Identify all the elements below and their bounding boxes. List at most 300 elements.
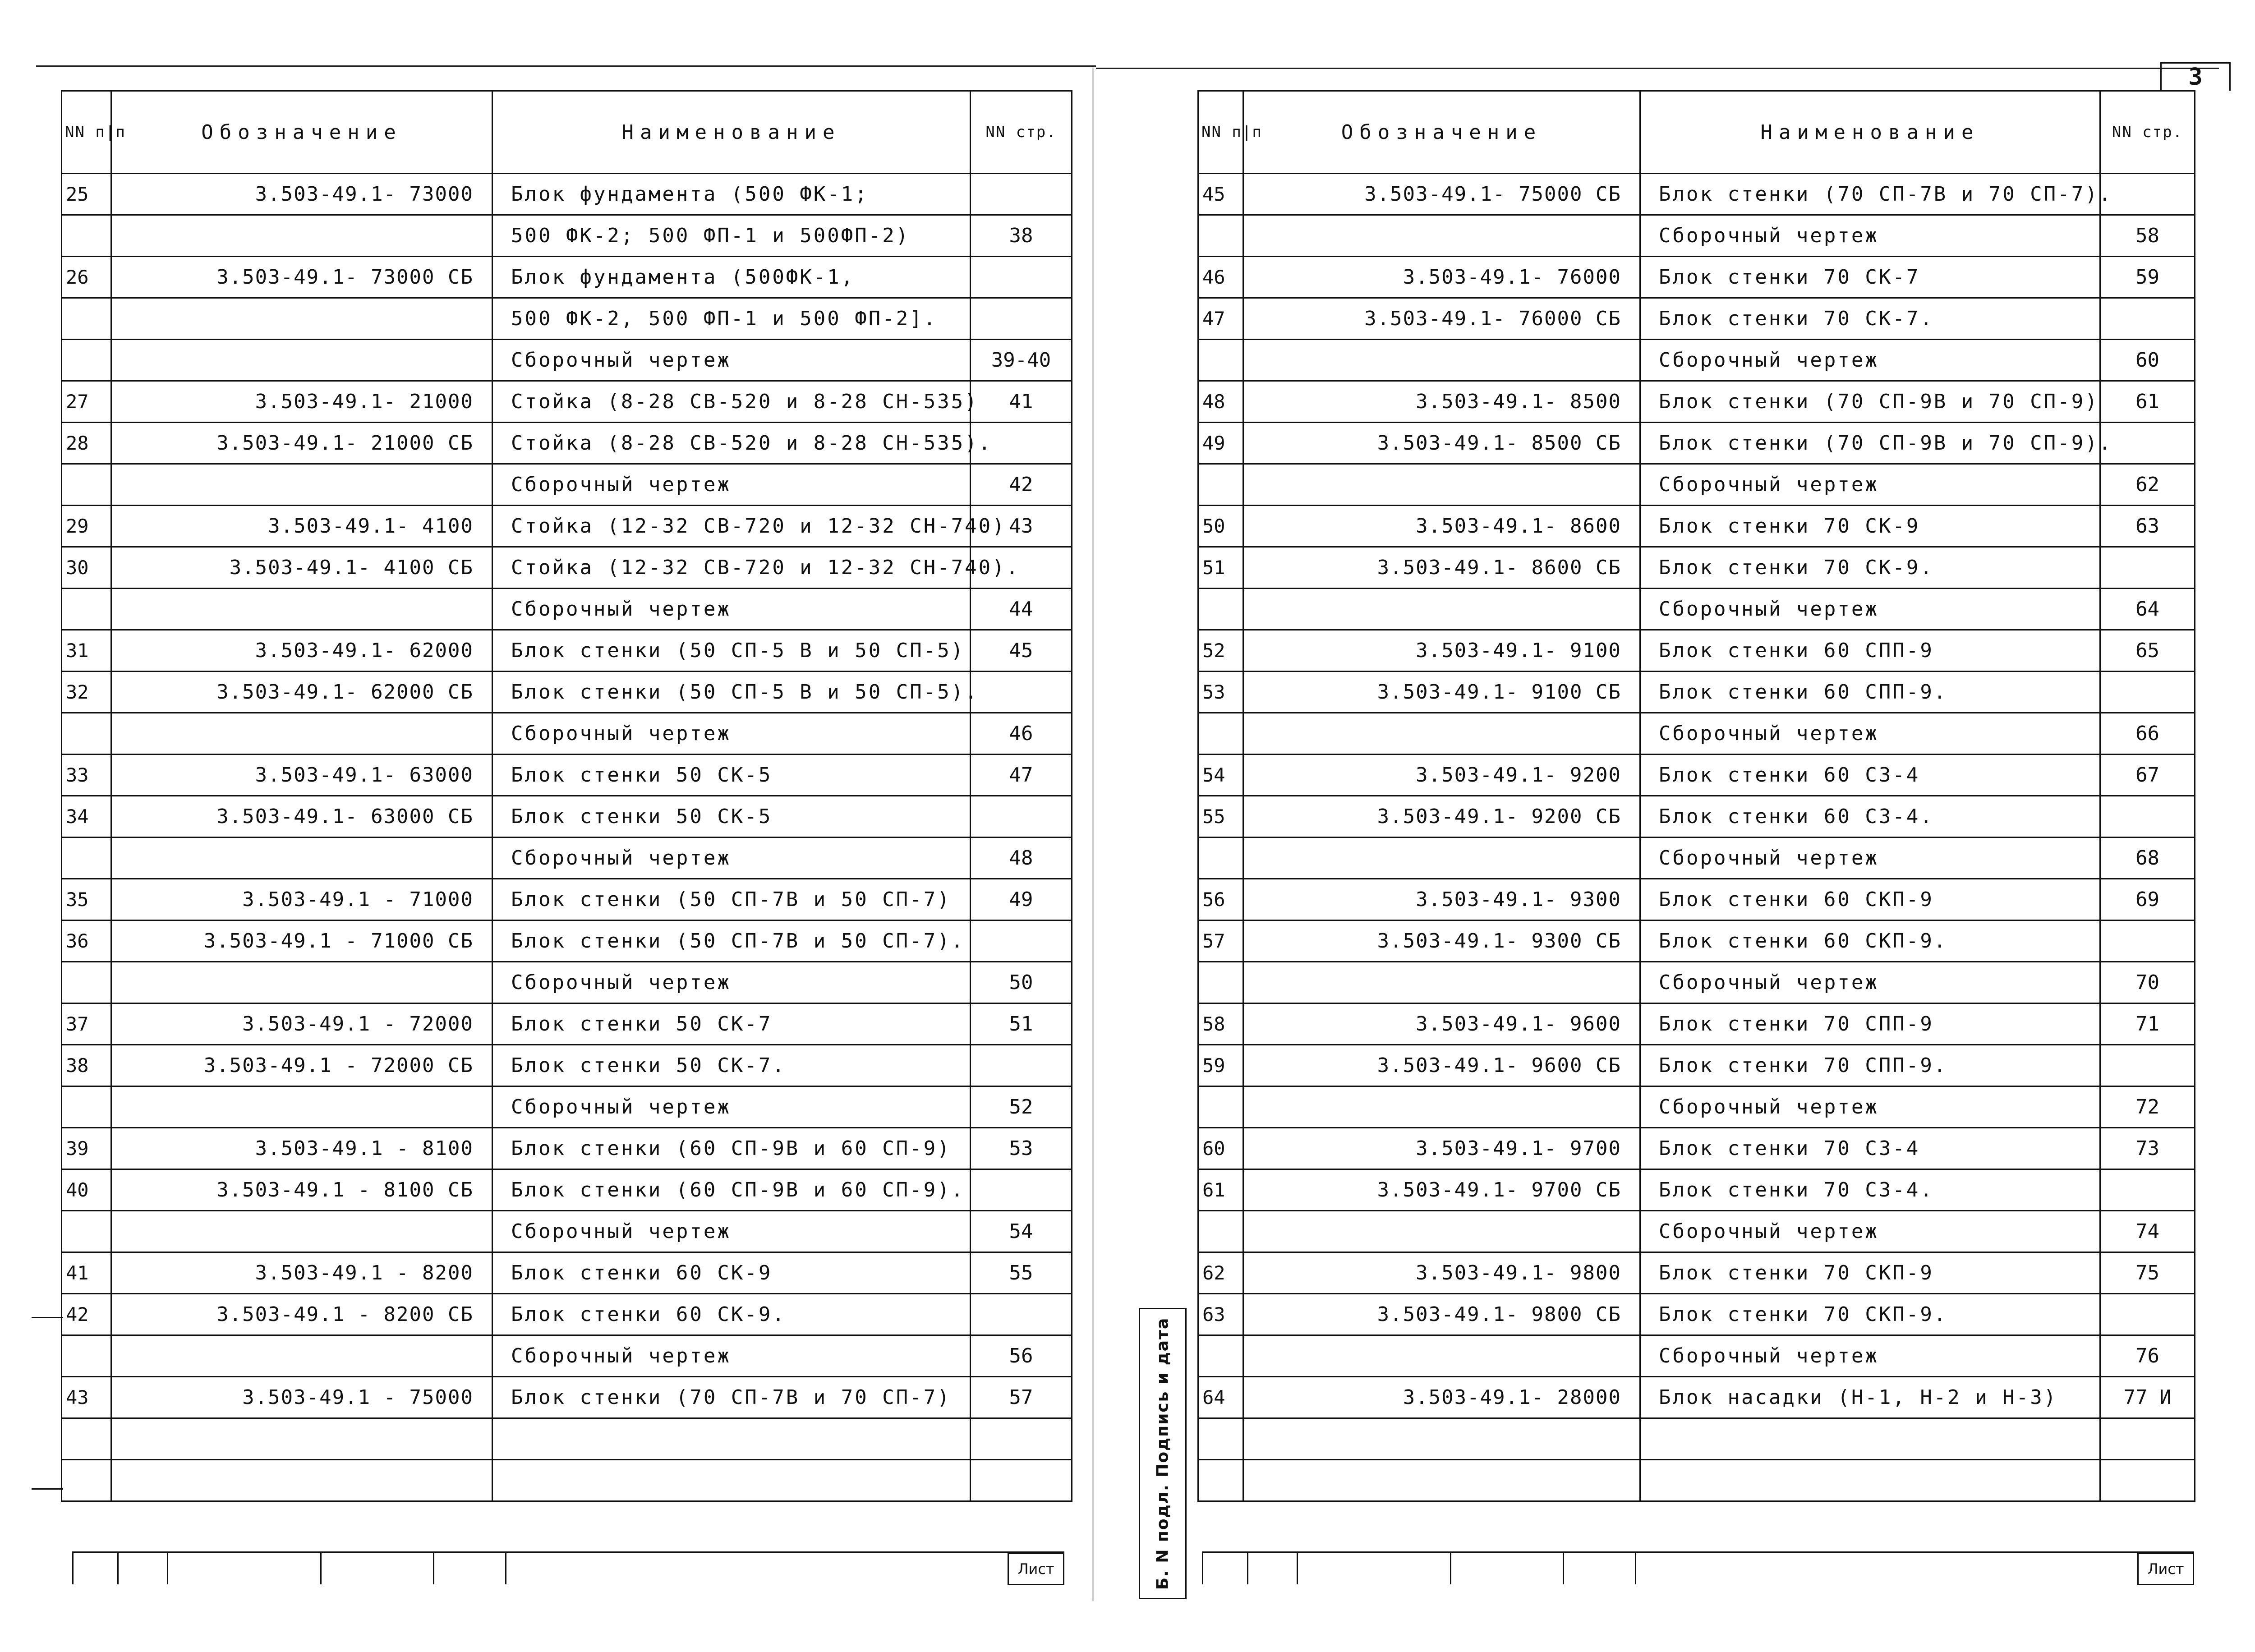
row-name: Сборочный чертеж xyxy=(492,464,971,506)
row-designation: 3.503-49.1 - 8200 СБ xyxy=(111,1294,492,1335)
row-page xyxy=(2100,547,2195,589)
row-designation xyxy=(111,1335,492,1377)
table-row xyxy=(1198,1045,2195,1086)
row-page: 76 xyxy=(2100,1335,2195,1377)
table-row xyxy=(1198,1003,2195,1045)
row-name: Сборочный чертеж xyxy=(1640,464,2100,506)
row-name: Блок стенки 60 СК-9 xyxy=(492,1252,971,1294)
row-designation: 3.503-49.1- 9100 СБ xyxy=(1243,672,1640,713)
row-name: Сборочный чертеж xyxy=(492,838,971,879)
row-number xyxy=(1198,1335,1243,1377)
table-row xyxy=(62,215,1072,257)
table-row xyxy=(62,506,1072,547)
row-number: 37 xyxy=(62,1003,111,1045)
row-number xyxy=(1198,215,1243,257)
header-row xyxy=(1198,91,2195,174)
row-designation xyxy=(111,1086,492,1128)
table-row xyxy=(1198,423,2195,464)
table-row xyxy=(62,713,1072,755)
row-designation: 3.503-49.1- 8500 СБ xyxy=(1243,423,1640,464)
row-page: 50 xyxy=(971,962,1072,1003)
row-number: 59 xyxy=(1198,1045,1243,1086)
row-name: Блок стенки 70 СК-9. xyxy=(1640,547,2100,589)
row-page: 54 xyxy=(971,1211,1072,1252)
table-row xyxy=(62,1418,1072,1460)
row-page: 74 xyxy=(2100,1211,2195,1252)
row-number: 56 xyxy=(1198,879,1243,920)
row-name: Сборочный чертеж xyxy=(1640,340,2100,381)
row-designation xyxy=(111,298,492,340)
row-number xyxy=(1198,838,1243,879)
row-number xyxy=(62,838,111,879)
row-name: Сборочный чертеж xyxy=(1640,215,2100,257)
row-name: Блок стенки (50 СП-7В и 50 СП-7) xyxy=(492,879,971,920)
table-row xyxy=(1198,755,2195,796)
table-row xyxy=(62,755,1072,796)
table-row xyxy=(62,879,1072,920)
row-page: 58 xyxy=(2100,215,2195,257)
row-number: 53 xyxy=(1198,672,1243,713)
row-number xyxy=(62,464,111,506)
row-name: Сборочный чертеж xyxy=(492,1211,971,1252)
row-page: 46 xyxy=(971,713,1072,755)
row-page xyxy=(2100,1045,2195,1086)
row-name: Блок фундамента (500ФК-1, xyxy=(492,257,971,298)
row-name: Сборочный чертеж xyxy=(492,713,971,755)
row-name: Блок стенки 60 СЗ-4 xyxy=(1640,755,2100,796)
row-page: 75 xyxy=(2100,1252,2195,1294)
sheet-number: 3 xyxy=(2160,62,2231,91)
row-name: Блок стенки 70 СЗ-4 xyxy=(1640,1128,2100,1169)
row-name: Блок стенки 50 СК-7. xyxy=(492,1045,971,1086)
table-row xyxy=(62,298,1072,340)
row-number: 63 xyxy=(1198,1294,1243,1335)
row-name: Сборочный чертеж xyxy=(1640,713,2100,755)
row-page: 60 xyxy=(2100,340,2195,381)
row-name: Блок стенки 70 СК-9 xyxy=(1640,506,2100,547)
header-name: Наименование xyxy=(1640,91,2100,174)
row-designation: 3.503-49.1- 73000 xyxy=(111,174,492,215)
row-number: 48 xyxy=(1198,381,1243,423)
row-page: 72 xyxy=(2100,1086,2195,1128)
row-name: Стойка (12-32 СВ-720 и 12-32 СН-740) xyxy=(492,506,971,547)
row-name: 500 ФК-2; 500 ФП-1 и 500ФП-2) xyxy=(492,215,971,257)
row-designation: 3.503-49.1 - 8100 xyxy=(111,1128,492,1169)
row-designation xyxy=(111,1460,492,1501)
row-name: Блок стенки 60 СПП-9. xyxy=(1640,672,2100,713)
row-number: 35 xyxy=(62,879,111,920)
row-designation: 3.503-49.1- 8600 СБ xyxy=(1243,547,1640,589)
row-designation: 3.503-49.1- 21000 СБ xyxy=(111,423,492,464)
table-row xyxy=(1198,174,2195,215)
table-row xyxy=(1198,879,2195,920)
row-designation xyxy=(111,838,492,879)
table-row xyxy=(1198,1252,2195,1294)
row-designation xyxy=(1243,589,1640,630)
row-number xyxy=(62,1086,111,1128)
stamp-right xyxy=(1202,1551,2194,1584)
margin-tick xyxy=(32,1317,63,1318)
header-designation: Обозначение xyxy=(111,91,492,174)
row-name: Блок стенки (50 СП-5 В и 50 СП-5). xyxy=(492,672,971,713)
table-row xyxy=(1198,796,2195,838)
row-page xyxy=(2100,672,2195,713)
table-row xyxy=(62,1335,1072,1377)
row-designation: 3.503-49.1- 4100 xyxy=(111,506,492,547)
row-designation: 3.503-49.1 - 72000 СБ xyxy=(111,1045,492,1086)
row-page xyxy=(971,796,1072,838)
row-name: Сборочный чертеж xyxy=(492,1086,971,1128)
row-designation xyxy=(111,464,492,506)
table-row xyxy=(1198,1169,2195,1211)
row-name: Сборочный чертеж xyxy=(1640,1211,2100,1252)
row-page xyxy=(971,1294,1072,1335)
row-page xyxy=(971,1418,1072,1460)
row-page: 38 xyxy=(971,215,1072,257)
row-number xyxy=(62,215,111,257)
row-name: Сборочный чертеж xyxy=(1640,838,2100,879)
row-name: Блок стенки 50 СК-5 xyxy=(492,755,971,796)
row-name: Сборочный чертеж xyxy=(1640,962,2100,1003)
row-name: Блок стенки 70 СК-7 xyxy=(1640,257,2100,298)
table-row xyxy=(62,547,1072,589)
row-number xyxy=(62,340,111,381)
row-page: 63 xyxy=(2100,506,2195,547)
row-designation: 3.503-49.1- 62000 xyxy=(111,630,492,672)
row-number: 46 xyxy=(1198,257,1243,298)
row-number: 55 xyxy=(1198,796,1243,838)
row-page: 62 xyxy=(2100,464,2195,506)
table-row xyxy=(62,1045,1072,1086)
register-table-left xyxy=(61,90,1072,1502)
row-page xyxy=(2100,1418,2195,1460)
page-fold xyxy=(1092,68,1094,1601)
row-page xyxy=(2100,1294,2195,1335)
row-number xyxy=(62,589,111,630)
header-page: NN стр. xyxy=(2100,91,2195,174)
table-row xyxy=(62,1460,1072,1501)
row-name: Блок стенки 70 СКП-9 xyxy=(1640,1252,2100,1294)
row-number xyxy=(1198,589,1243,630)
table-row xyxy=(62,920,1072,962)
row-designation: 3.503-49.1- 8600 xyxy=(1243,506,1640,547)
row-page: 45 xyxy=(971,630,1072,672)
row-page: 68 xyxy=(2100,838,2195,879)
row-number xyxy=(1198,713,1243,755)
row-name: Блок стенки (50 СП-5 В и 50 СП-5) xyxy=(492,630,971,672)
table-row xyxy=(1198,1128,2195,1169)
row-number xyxy=(1198,962,1243,1003)
row-name: Сборочный чертеж xyxy=(1640,589,2100,630)
table-row xyxy=(1198,962,2195,1003)
row-page xyxy=(2100,1169,2195,1211)
row-designation xyxy=(111,589,492,630)
row-designation: 3.503-49.1- 9600 xyxy=(1243,1003,1640,1045)
row-page: 43 xyxy=(971,506,1072,547)
margin-tick xyxy=(32,1488,63,1490)
table-row xyxy=(1198,1211,2195,1252)
table-row xyxy=(1198,630,2195,672)
row-name: Блок стенки 60 СКП-9. xyxy=(1640,920,2100,962)
row-page: 52 xyxy=(971,1086,1072,1128)
row-name: Блок стенки 50 СК-7 xyxy=(492,1003,971,1045)
header-num: NN п|п xyxy=(1198,91,1243,174)
row-name: Блок стенки (70 СП-9В и 70 СП-9). xyxy=(1640,423,2100,464)
row-number xyxy=(1198,464,1243,506)
row-number: 47 xyxy=(1198,298,1243,340)
row-page: 39-40 xyxy=(971,340,1072,381)
side-label-text: Б. N подл. Подпись и дата xyxy=(1153,1317,1172,1590)
row-page xyxy=(971,672,1072,713)
row-number: 61 xyxy=(1198,1169,1243,1211)
row-page: 44 xyxy=(971,589,1072,630)
row-name: Блок стенки (70 СП-7В и 70 СП-7) xyxy=(492,1377,971,1418)
table-row xyxy=(62,630,1072,672)
row-page xyxy=(971,920,1072,962)
row-designation: 3.503-49.1- 9300 СБ xyxy=(1243,920,1640,962)
row-name: Блок стенки (60 СП-9В и 60 СП-9) xyxy=(492,1128,971,1169)
row-name: Стойка (8-28 СВ-520 и 8-28 СН-535). xyxy=(492,423,971,464)
row-number: 42 xyxy=(62,1294,111,1335)
row-page xyxy=(971,1460,1072,1501)
row-designation: 3.503-49.1- 21000 xyxy=(111,381,492,423)
row-name: Сборочный чертеж xyxy=(492,962,971,1003)
row-name: Блок стенки (70 СП-7В и 70 СП-7). xyxy=(1640,174,2100,215)
table-row xyxy=(1198,713,2195,755)
row-number: 43 xyxy=(62,1377,111,1418)
row-designation: 3.503-49.1- 73000 СБ xyxy=(111,257,492,298)
row-page xyxy=(2100,174,2195,215)
table-row xyxy=(62,1169,1072,1211)
row-designation xyxy=(111,713,492,755)
row-page: 41 xyxy=(971,381,1072,423)
table-row xyxy=(1198,506,2195,547)
row-name: Стойка (12-32 СВ-720 и 12-32 СН-740). xyxy=(492,547,971,589)
top-rule-right xyxy=(1096,68,2219,69)
row-page: 77 И xyxy=(2100,1377,2195,1418)
row-number: 64 xyxy=(1198,1377,1243,1418)
row-number xyxy=(62,1211,111,1252)
row-page: 70 xyxy=(2100,962,2195,1003)
row-page xyxy=(971,174,1072,215)
table-row xyxy=(62,838,1072,879)
table-row xyxy=(1198,215,2195,257)
table-row xyxy=(62,464,1072,506)
row-number: 33 xyxy=(62,755,111,796)
row-designation xyxy=(111,962,492,1003)
row-designation: 3.503-49.1- 8500 xyxy=(1243,381,1640,423)
row-name xyxy=(492,1460,971,1501)
header-page: NN стр. xyxy=(971,91,1072,174)
row-page xyxy=(2100,1460,2195,1501)
row-number xyxy=(62,298,111,340)
row-number: 58 xyxy=(1198,1003,1243,1045)
table-row xyxy=(1198,298,2195,340)
row-page xyxy=(971,298,1072,340)
row-number xyxy=(1198,340,1243,381)
row-name: Блок стенки 60 СК-9. xyxy=(492,1294,971,1335)
row-number: 54 xyxy=(1198,755,1243,796)
table-row xyxy=(62,257,1072,298)
row-designation: 3.503-49.1- 63000 СБ xyxy=(111,796,492,838)
top-rule-left xyxy=(36,65,1096,67)
row-page: 66 xyxy=(2100,713,2195,755)
row-number: 45 xyxy=(1198,174,1243,215)
row-designation: 3.503-49.1- 9800 СБ xyxy=(1243,1294,1640,1335)
row-designation: 3.503-49.1- 76000 СБ xyxy=(1243,298,1640,340)
table-row xyxy=(1198,1418,2195,1460)
row-number: 49 xyxy=(1198,423,1243,464)
row-designation xyxy=(1243,1460,1640,1501)
row-page xyxy=(2100,423,2195,464)
row-designation xyxy=(1243,1086,1640,1128)
row-page: 57 xyxy=(971,1377,1072,1418)
row-designation xyxy=(1243,464,1640,506)
header-num: NN п|п xyxy=(62,91,111,174)
row-number: 50 xyxy=(1198,506,1243,547)
row-number: 26 xyxy=(62,257,111,298)
row-name: Блок стенки (50 СП-7В и 50 СП-7). xyxy=(492,920,971,962)
row-number xyxy=(1198,1211,1243,1252)
row-number: 25 xyxy=(62,174,111,215)
row-number: 31 xyxy=(62,630,111,672)
table-row xyxy=(1198,1377,2195,1418)
row-name: Блок стенки 70 СК-7. xyxy=(1640,298,2100,340)
table-row xyxy=(1198,672,2195,713)
row-number xyxy=(1198,1086,1243,1128)
row-designation: 3.503-49.1- 9300 xyxy=(1243,879,1640,920)
row-page: 67 xyxy=(2100,755,2195,796)
table-row xyxy=(62,962,1072,1003)
table-row xyxy=(62,1003,1072,1045)
row-designation: 3.503-49.1 - 8100 СБ xyxy=(111,1169,492,1211)
row-name: Блок стенки (60 СП-9В и 60 СП-9). xyxy=(492,1169,971,1211)
row-designation: 3.503-49.1 - 72000 xyxy=(111,1003,492,1045)
row-designation: 3.503-49.1- 63000 xyxy=(111,755,492,796)
row-number xyxy=(62,713,111,755)
table-row xyxy=(1198,1086,2195,1128)
row-number: 36 xyxy=(62,920,111,962)
table-row xyxy=(62,340,1072,381)
row-name: Стойка (8-28 СВ-520 и 8-28 СН-535) xyxy=(492,381,971,423)
row-page xyxy=(2100,796,2195,838)
row-page: 53 xyxy=(971,1128,1072,1169)
row-name: Блок стенки 70 СЗ-4. xyxy=(1640,1169,2100,1211)
table-row xyxy=(62,672,1072,713)
row-page: 69 xyxy=(2100,879,2195,920)
table-row xyxy=(1198,340,2195,381)
row-designation xyxy=(1243,215,1640,257)
table-row xyxy=(1198,838,2195,879)
row-designation xyxy=(1243,962,1640,1003)
row-name: Блок стенки (70 СП-9В и 70 СП-9) xyxy=(1640,381,2100,423)
row-number: 38 xyxy=(62,1045,111,1086)
row-number: 34 xyxy=(62,796,111,838)
row-page: 42 xyxy=(971,464,1072,506)
stamp-left xyxy=(72,1551,1064,1584)
row-name xyxy=(1640,1460,2100,1501)
row-designation: 3.503-49.1- 75000 СБ xyxy=(1243,174,1640,215)
row-page: 47 xyxy=(971,755,1072,796)
table-row xyxy=(62,1294,1072,1335)
row-page: 65 xyxy=(2100,630,2195,672)
row-number: 27 xyxy=(62,381,111,423)
row-name: Блок стенки 60 СПП-9 xyxy=(1640,630,2100,672)
row-number: 52 xyxy=(1198,630,1243,672)
row-page xyxy=(971,257,1072,298)
row-name xyxy=(1640,1418,2100,1460)
row-number: 62 xyxy=(1198,1252,1243,1294)
row-name: Сборочный чертеж xyxy=(492,589,971,630)
row-designation: 3.503-49.1- 9800 xyxy=(1243,1252,1640,1294)
row-number xyxy=(62,1335,111,1377)
row-page: 61 xyxy=(2100,381,2195,423)
row-page xyxy=(971,1169,1072,1211)
row-designation xyxy=(1243,1211,1640,1252)
row-name: Сборочный чертеж xyxy=(492,340,971,381)
header-name: Наименование xyxy=(492,91,971,174)
row-page: 55 xyxy=(971,1252,1072,1294)
row-page: 59 xyxy=(2100,257,2195,298)
row-number xyxy=(1198,1418,1243,1460)
row-number: 32 xyxy=(62,672,111,713)
row-designation xyxy=(111,1211,492,1252)
table-row xyxy=(1198,589,2195,630)
row-designation xyxy=(111,1418,492,1460)
row-designation xyxy=(1243,713,1640,755)
row-designation: 3.503-49.1- 9200 СБ xyxy=(1243,796,1640,838)
row-number xyxy=(62,962,111,1003)
row-number: 51 xyxy=(1198,547,1243,589)
row-name: Блок стенки 60 СЗ-4. xyxy=(1640,796,2100,838)
row-number xyxy=(62,1460,111,1501)
table-row xyxy=(1198,464,2195,506)
table-row xyxy=(1198,1335,2195,1377)
table-row xyxy=(1198,257,2195,298)
table-row xyxy=(1198,381,2195,423)
row-designation: 3.503-49.1- 62000 СБ xyxy=(111,672,492,713)
row-name: Сборочный чертеж xyxy=(492,1335,971,1377)
row-name: Блок стенки 50 СК-5 xyxy=(492,796,971,838)
table-row xyxy=(62,1252,1072,1294)
row-page: 71 xyxy=(2100,1003,2195,1045)
row-name: Сборочный чертеж xyxy=(1640,1335,2100,1377)
row-page: 64 xyxy=(2100,589,2195,630)
row-page: 49 xyxy=(971,879,1072,920)
row-number: 40 xyxy=(62,1169,111,1211)
row-page: 73 xyxy=(2100,1128,2195,1169)
table-row xyxy=(62,1128,1072,1169)
row-page: 56 xyxy=(971,1335,1072,1377)
row-name: Блок фундамента (500 ФК-1; xyxy=(492,174,971,215)
row-designation xyxy=(1243,340,1640,381)
row-name xyxy=(492,1418,971,1460)
row-number xyxy=(1198,1460,1243,1501)
row-number xyxy=(62,1418,111,1460)
header-row xyxy=(62,91,1072,174)
row-designation xyxy=(1243,838,1640,879)
table-row xyxy=(62,589,1072,630)
stamp-sheet-label: Лист xyxy=(1008,1553,1064,1585)
row-name: Блок насадки (Н-1, Н-2 и Н-3) xyxy=(1640,1377,2100,1418)
row-page xyxy=(2100,298,2195,340)
row-name: Блок стенки 70 СКП-9. xyxy=(1640,1294,2100,1335)
row-designation: 3.503-49.1- 9700 xyxy=(1243,1128,1640,1169)
row-name: 500 ФК-2, 500 ФП-1 и 500 ФП-2]. xyxy=(492,298,971,340)
table-row xyxy=(62,381,1072,423)
row-designation xyxy=(111,340,492,381)
row-number: 57 xyxy=(1198,920,1243,962)
